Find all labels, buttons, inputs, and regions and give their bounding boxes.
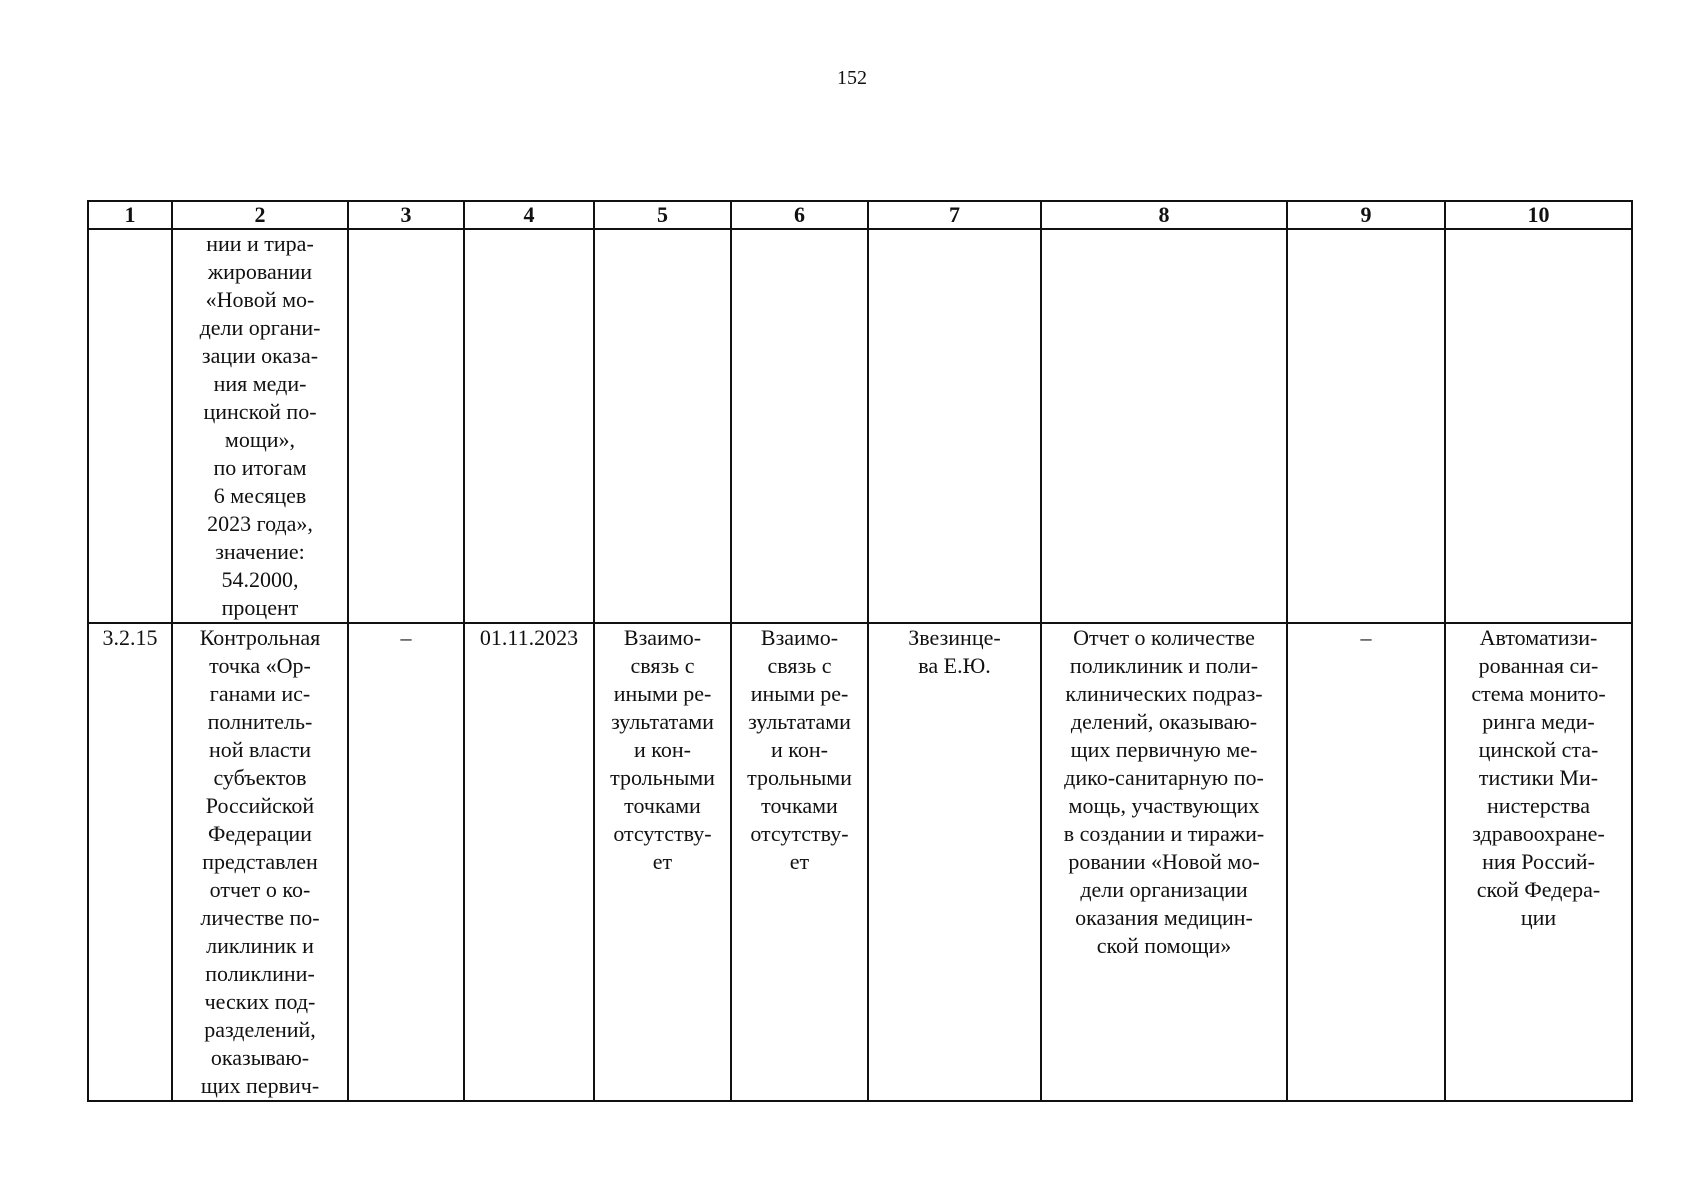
table-cell-relation: Взаимо- связь с иными ре- зультатами и кон- трольными точками отсутству- ет <box>594 623 731 1101</box>
table-cell <box>1445 229 1632 623</box>
page-number: 152 <box>837 67 867 89</box>
column-header: 6 <box>731 201 868 229</box>
column-header: 10 <box>1445 201 1632 229</box>
document-table <box>87 200 1633 1102</box>
column-header: 3 <box>348 201 464 229</box>
table-cell-description: Контрольная точка «Ор- ганами ис- полнитель- ной власти субъектов Российской Федерации представлен отчет о ко- личестве по- ликлиник и поликлини- ческих под- разделений, оказываю- щих первич- <box>172 623 348 1101</box>
table-cell: – <box>348 623 464 1101</box>
table-cell-report: Отчет о количестве поликлиник и поли- клинических подраз- делений, оказываю- щих первичную ме- дико-санитарную по- мощь, участвующих в создании и тиражи- ровании «Новой мо- дели организации оказания медицин- ской помощи» <box>1041 623 1287 1101</box>
table-row <box>88 623 1632 1101</box>
table-cell <box>594 229 731 623</box>
table-cell-description: нии и тира- жировании «Новой мо- дели органи- зации оказа- ния меди- цинской по- мощи», по итогам 6 месяцев 2023 года», значение: 54.2000, процент <box>172 229 348 623</box>
table-cell-relation: Взаимо- связь с иными ре- зультатами и кон- трольными точками отсутству- ет <box>731 623 868 1101</box>
table-cell-responsible: Звезинце- ва Е.Ю. <box>868 623 1041 1101</box>
table-cell <box>1287 229 1445 623</box>
table-cell <box>731 229 868 623</box>
table-cell <box>348 229 464 623</box>
column-header: 2 <box>172 201 348 229</box>
table-cell <box>868 229 1041 623</box>
table-cell <box>464 229 594 623</box>
table-cell <box>88 229 172 623</box>
column-header: 8 <box>1041 201 1287 229</box>
column-header: 9 <box>1287 201 1445 229</box>
table-cell-system: Автоматизи- рованная си- стема монито- ринга меди- цинской ста- тистики Ми- нистерства здравоохране- ния Россий- ской Федера- ции <box>1445 623 1632 1101</box>
column-header: 1 <box>88 201 172 229</box>
column-header: 5 <box>594 201 731 229</box>
table-cell-number: 3.2.15 <box>88 623 172 1101</box>
table-cell-date: 01.11.2023 <box>464 623 594 1101</box>
table-header-row <box>88 201 1632 229</box>
column-header: 4 <box>464 201 594 229</box>
table-row-continuation <box>88 229 1632 623</box>
table-cell: – <box>1287 623 1445 1101</box>
table-cell <box>1041 229 1287 623</box>
column-header: 7 <box>868 201 1041 229</box>
